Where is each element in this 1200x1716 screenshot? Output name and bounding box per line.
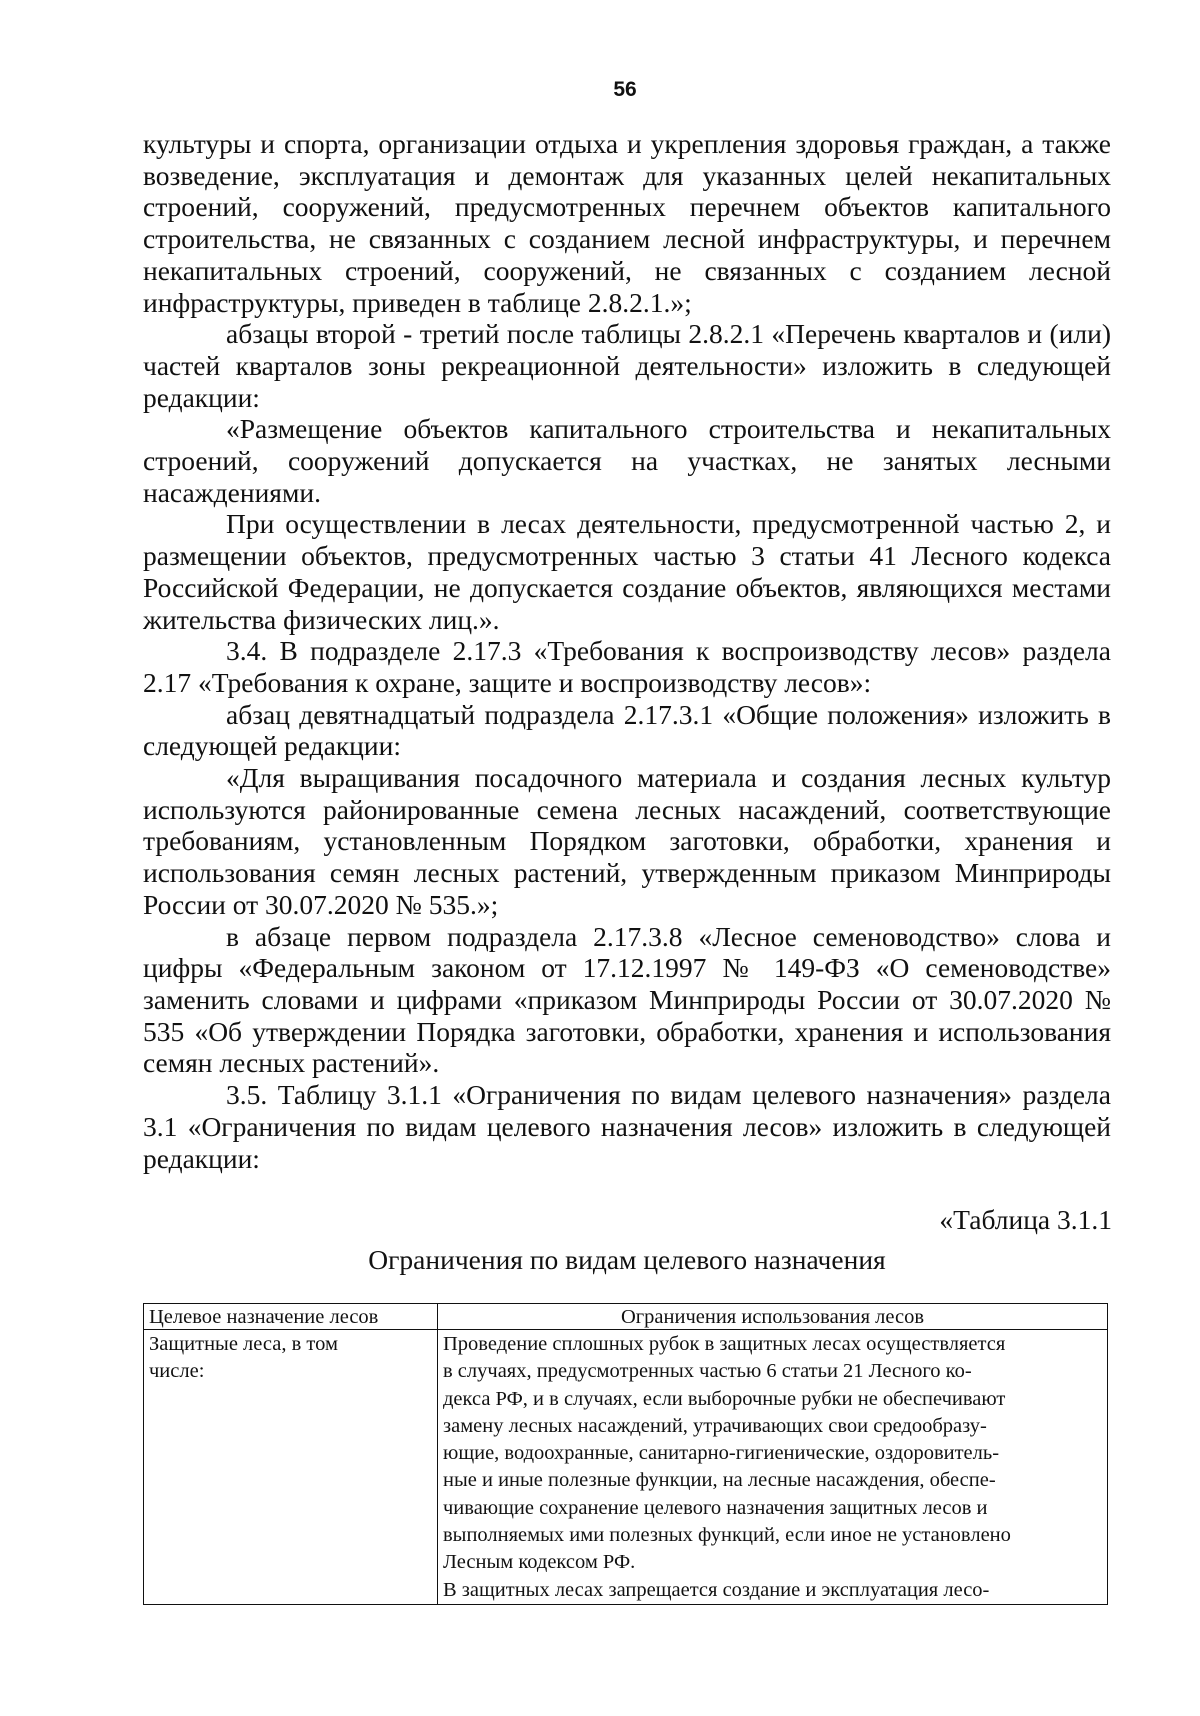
cell-line: Лесным кодексом РФ.: [443, 1551, 636, 1574]
cell-line: В защитных лесах запрещается создание и эксплуатация лесо-: [443, 1578, 990, 1601]
paragraph: «Размещение объектов капитального строительства и некапитальных строений, сооружений допускается на участках, не занятых лесными насаждениями.: [143, 413, 1111, 508]
cell-line: чивающие сохранение целевого назначения защитных лесов и: [443, 1496, 988, 1519]
column-header-purpose: Целевое назначение лесов: [144, 1304, 438, 1330]
cell-line: декса РФ, и в случаях, если выборочные рубки не обеспечивают: [443, 1387, 1006, 1410]
cell-line: Проведение сплошных рубок в защитных лесах осуществляется: [443, 1333, 1006, 1355]
paragraph: При осуществлении в лесах деятельности, предусмотренной частью 2, и размещении объектов, предусмотренных частью 3 статьи 41 Лесного кодекса Российской Федерации, не допускается создание объектов, являющихся местами жительства физических лиц.».: [143, 508, 1111, 635]
table-label: «Таблица 3.1.1: [939, 1204, 1112, 1235]
paragraph: 3.4. В подразделе 2.17.3 «Требования к воспроизводству лесов» раздела 2.17 «Требования к охране, защите и воспроизводству лесов»:: [143, 635, 1111, 698]
restrictions-table: [143, 1303, 1108, 1605]
cell-line: замену лесных насаждений, утрачивающих свои средообразу-: [443, 1414, 987, 1437]
table-header-row: [144, 1304, 1108, 1330]
paragraph: 3.5. Таблицу 3.1.1 «Ограничения по видам целевого назначения» раздела 3.1 «Ограничения по видам целевого назначения лесов» изложить в следующей редакции:: [143, 1079, 1111, 1174]
table-title: Ограничения по видам целевого назначения: [368, 1244, 886, 1275]
cell-line: числе:: [149, 1360, 205, 1383]
paragraph: абзацы второй - третий после таблицы 2.8.2.1 «Перечень кварталов и (или) частей кварталов зоны рекреационной деятельности» изложить в следующей редакции:: [143, 318, 1111, 413]
column-header-restrictions: Ограничения использования лесов: [438, 1304, 1108, 1330]
cell-line: выполняемых ими полезных функций, если иное не установлено: [443, 1524, 1011, 1547]
paragraph: «Для выращивания посадочного материала и создания лесных культур используются районированные семена лесных насаждений, соответствующие требованиям, установленным Порядком заготовки, обработки, хранения и использования семян лесных растений, утвержденным приказом Минприроды России от 30.07.2020 № 535.»;: [143, 762, 1111, 920]
purpose-cell: [144, 1330, 438, 1605]
cell-line: в случаях, предусмотренных частью 6 статьи 21 Лесного ко-: [443, 1360, 972, 1383]
document-body: [143, 128, 1111, 1174]
page-number: 56: [613, 78, 637, 101]
cell-line: ные и иные полезные функции, на лесные насаждения, обеспе-: [443, 1469, 996, 1492]
cell-line: Защитные леса, в том: [149, 1333, 338, 1355]
cell-line: ющие, водоохранные, санитарно-гигиенические, оздоровитель-: [443, 1442, 1000, 1465]
paragraph: в абзаце первом подраздела 2.17.3.8 «Лесное семеноводство» слова и цифры «Федеральным законом от 17.12.1997 № 149-ФЗ «О семеноводстве» заменить словами и цифрами «приказом Минприроды России от 30.07.2020 № 535 «Об утверждении Порядка заготовки, обработки, хранения и использования семян лесных растений».: [143, 920, 1111, 1079]
paragraph: абзац девятнадцатый подраздела 2.17.3.1 «Общие положения» изложить в следующей редакции:: [143, 698, 1111, 762]
restriction-cell: [438, 1330, 1108, 1605]
paragraph: культуры и спорта, организации отдыха и укрепления здоровья граждан, а также возведение, эксплуатация и демонтаж для указанных целей некапитальных строений, сооружений, предусмотренных перечнем объектов капитального строительства, не связанных с созданием лесной инфраструктуры, и перечнем некапитальных строений, сооружений, не связанных с созданием лесной инфраструктуры, приведен в таблице 2.8.2.1.»;: [143, 128, 1111, 318]
table-row: [144, 1330, 1108, 1605]
